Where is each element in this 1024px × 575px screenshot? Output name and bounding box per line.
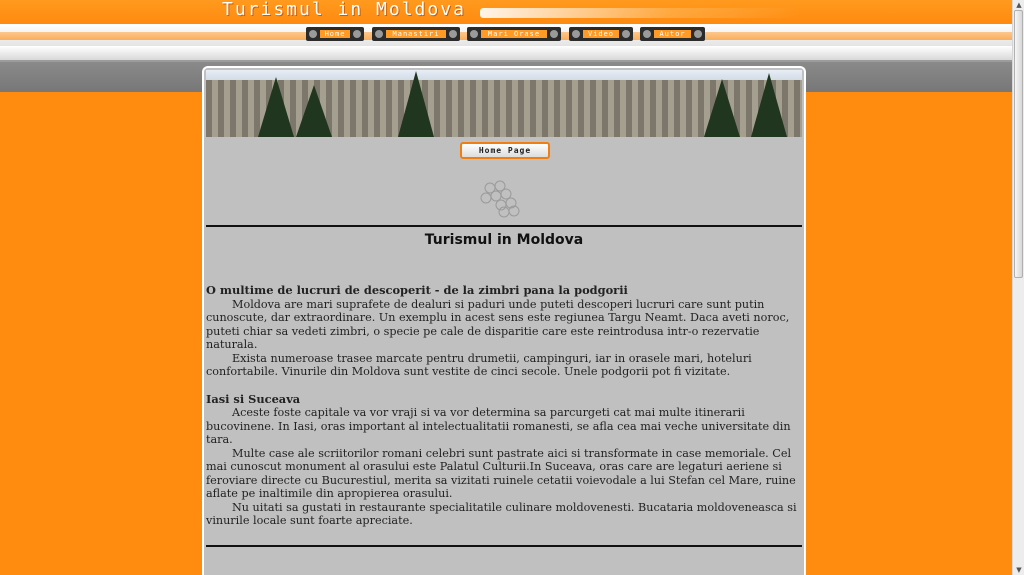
section-heading: Iasi si Suceava	[206, 391, 301, 406]
tree-shape	[398, 71, 434, 137]
main-panel	[202, 66, 806, 575]
nav-video-button[interactable]	[569, 27, 633, 41]
tree-shape	[704, 79, 740, 137]
nav-bullet-icon	[622, 30, 630, 38]
nav-bullet-icon	[550, 30, 558, 38]
nav-autor-button[interactable]	[640, 27, 705, 41]
nav-bullet-icon	[309, 30, 317, 38]
scroll-up-arrow-icon[interactable]: ▲	[1016, 1, 1022, 9]
nav-home-button[interactable]	[306, 27, 364, 41]
article-content	[206, 284, 804, 528]
site-header	[0, 0, 1012, 24]
content-divider	[206, 225, 802, 227]
tree-shape	[258, 77, 294, 137]
paragraph: Multe case ale scriitorilor romani celebri sunt pastrate aici si transformate in case memoriale. Cel mai cunoscut monument al orasului este Palatul Culturii.In Suceava, oras care are legaturi aeriene si feroviare directe cu Bucurestiul, merita sa vizitati ruinele cetatii voievodale a lui Stefan cel Mare, ruine aflate pe inaltimile din apropierea orasului.	[206, 446, 796, 500]
tree-shape	[296, 85, 332, 137]
home-page-button[interactable]: Home Page	[460, 142, 550, 159]
scroll-thumb[interactable]	[1014, 10, 1023, 278]
site-title: Turismul in Moldova	[222, 0, 466, 20]
nav-autor-label: Autor	[654, 30, 691, 38]
paragraph: Aceste foste capitale va vor vraji si va vor determina sa parcurgeti cat mai multe itinerarii bucovinene. In Iasi, oras important al intelectualitatii romanesti, se afla cea mai veche universitate din tara.	[206, 406, 791, 446]
nav-bullet-icon	[470, 30, 478, 38]
paragraph: Nu uitati sa gustati in restaurante specialitatile culinare moldovenesti. Bucataria moldoveneasca si vinurile locale sunt foarte apreciate.	[206, 500, 797, 527]
tree-shape	[751, 73, 787, 137]
article-title: Turismul in Moldova	[424, 232, 584, 248]
nav-mari-orase-button[interactable]	[467, 27, 561, 41]
nav-bullet-icon	[353, 30, 361, 38]
paragraph: Moldova are mari suprafete de dealuri si paduri unde puteti descoperi lucruri care sunt putin cunoscute, dar extraordinare. Un exemplu in acest sens este regiunea Targu Neamt. Daca aveti noroc, puteti chiar sa vedeti zimbri, o specie pe cale de disparitie care este reintrodusa intr-o rezervatie naturala.	[206, 297, 790, 351]
header-gray-band	[0, 46, 1012, 60]
nav-manastiri-button[interactable]	[372, 27, 460, 41]
footer-divider	[206, 545, 802, 547]
paragraph: Exista numeroase trasee marcate pentru drumetii, campinguri, iar in orasele mari, hoteluri confortabile. Vinurile din Moldova sunt vestite de cinci secole. Unele podgorii pot fi vizitate.	[206, 351, 752, 378]
nav-video-label: Video	[583, 30, 619, 38]
nav-bullet-icon	[375, 30, 383, 38]
title-streak-decoration	[480, 8, 800, 18]
nav-bullet-icon	[643, 30, 651, 38]
vertical-scrollbar[interactable]	[1012, 0, 1024, 575]
nav-bullet-icon	[572, 30, 580, 38]
spinner-icon	[476, 178, 536, 218]
nav-mari-orase-label: Mari Orase	[481, 30, 547, 38]
nav-home-label: Home	[320, 30, 350, 38]
nav-manastiri-label: Manastiri	[386, 30, 446, 38]
nav-bullet-icon	[449, 30, 457, 38]
banner-image	[206, 70, 802, 137]
nav-bullet-icon	[694, 30, 702, 38]
scroll-down-arrow-icon[interactable]: ▼	[1016, 566, 1022, 574]
section-heading: O multime de lucruri de descoperit - de la zimbri pana la podgorii	[206, 283, 628, 297]
